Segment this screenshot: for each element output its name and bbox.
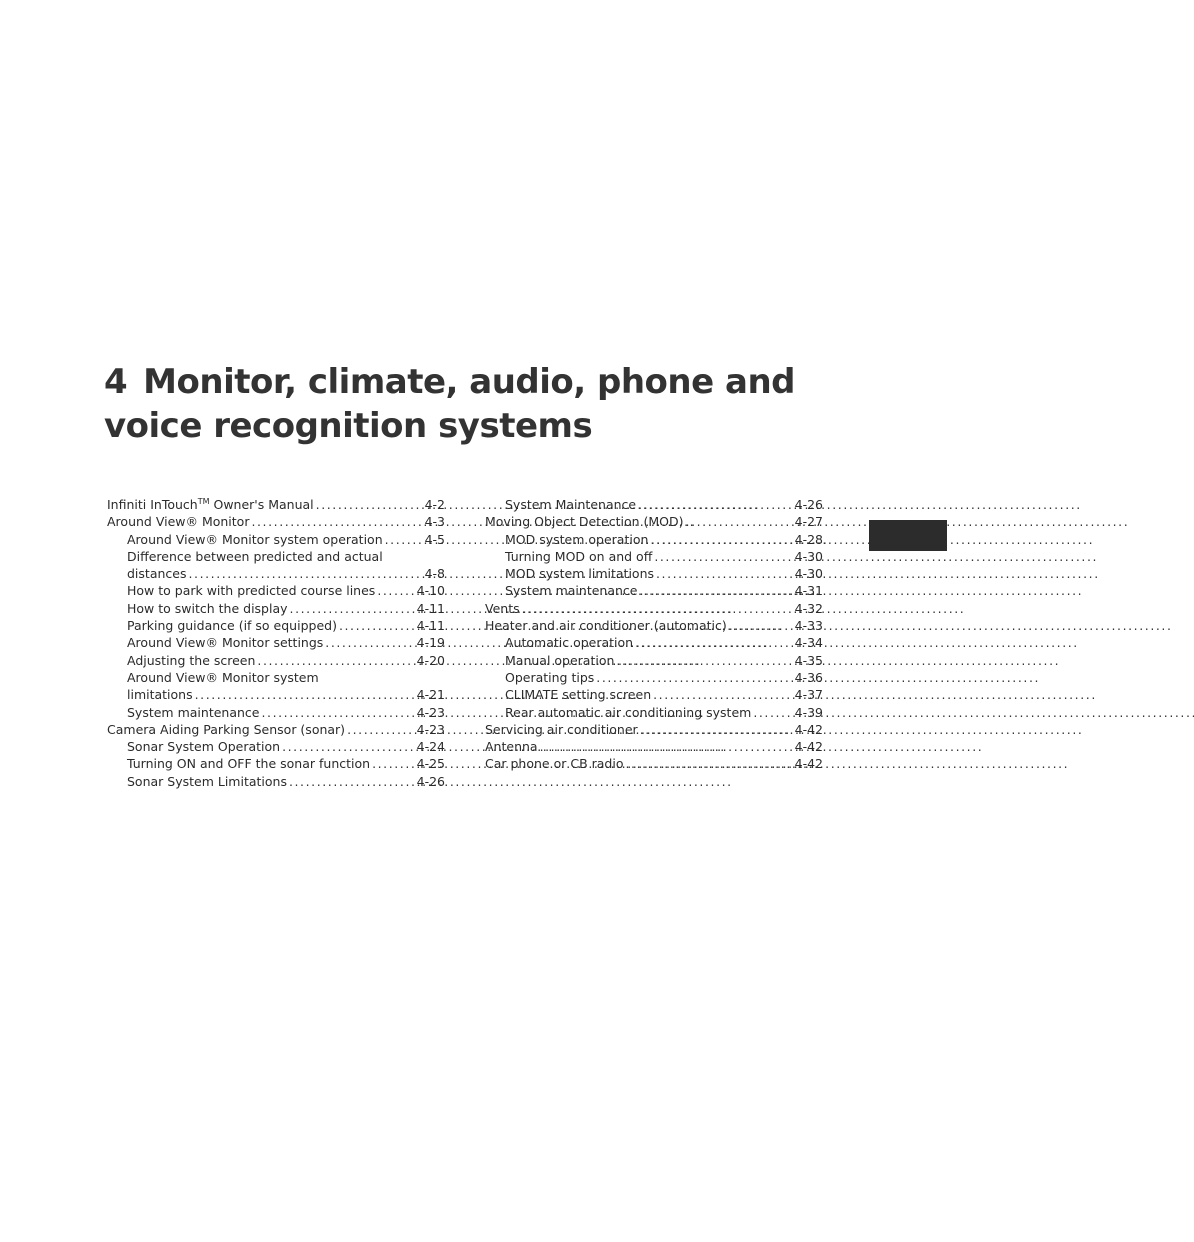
toc-entry[interactable] <box>107 600 445 617</box>
toc-entry-page: 4-26 <box>416 773 445 789</box>
toc-entry[interactable] <box>107 755 445 772</box>
toc-entry[interactable] <box>485 513 823 530</box>
toc-entry-label: Heater and air conditioner (automatic) <box>485 618 727 634</box>
toc-entry-label: Around View® Monitor settings <box>127 635 324 651</box>
toc-entry-label: Parking guidance (if so equipped) <box>127 618 337 634</box>
toc-entry-label: Sonar System Limitations <box>127 773 287 789</box>
toc-entry-page: 4-25 <box>416 756 445 772</box>
toc-leader-dots <box>339 617 415 634</box>
toc-entry-page: 4-30 <box>794 566 823 582</box>
toc-entry-page: 4-37 <box>794 687 823 703</box>
toc-entry[interactable] <box>485 582 823 599</box>
toc-entry[interactable] <box>107 721 445 738</box>
toc-entry[interactable] <box>107 582 445 599</box>
toc-entry-label: Antenna <box>485 739 538 755</box>
toc-entry-label: Infiniti InTouch™ Owner's Manual <box>107 496 314 512</box>
toc-entry-page: 4-32 <box>794 600 823 616</box>
toc-leader-dots <box>616 652 792 669</box>
toc-entry-label: Operating tips <box>505 669 595 685</box>
toc-entry[interactable] <box>485 496 823 513</box>
toc-entry[interactable] <box>485 686 823 703</box>
toc-entry-page: 4-42 <box>794 756 823 772</box>
toc-entry[interactable] <box>485 755 823 772</box>
toc-entry-page: 4-11 <box>416 600 445 616</box>
toc-entry-label: MOD system operation <box>505 531 649 547</box>
toc-entry[interactable] <box>485 531 823 548</box>
toc-leader-dots <box>325 634 414 651</box>
toc-leader-dots <box>639 582 792 599</box>
toc-leader-dots <box>195 686 415 703</box>
toc-entry-label: CLIMATE setting screen <box>505 687 652 703</box>
toc-entry-page: 4-5 <box>424 531 445 547</box>
toc-leader-dots <box>729 617 793 634</box>
toc-leader-dots <box>316 496 423 513</box>
toc-entry-label: How to park with predicted course lines <box>127 583 376 599</box>
toc-entry-page: 4-21 <box>416 687 445 703</box>
toc-entry-label: Turning MOD on and off <box>505 548 653 564</box>
toc-entry[interactable] <box>107 773 445 790</box>
toc-entry-label: Around View® Monitor system operation <box>127 531 383 547</box>
toc-entry-label: Moving Object Detection (MOD) <box>485 514 684 530</box>
toc-entry-page: 4-42 <box>794 739 823 755</box>
toc-entry-page: 4-26 <box>794 497 823 512</box>
toc-entry[interactable] <box>485 565 823 582</box>
toc-leader-dots <box>251 513 422 530</box>
toc-leader-dots <box>654 548 792 565</box>
toc-entry-label: System maintenance <box>505 583 638 599</box>
toc-entry-page: 4-3 <box>424 514 445 530</box>
toc-entry[interactable] <box>107 565 445 582</box>
toc-entry[interactable] <box>107 652 445 669</box>
toc-entry[interactable] <box>485 617 823 634</box>
toc-column-left <box>107 496 445 790</box>
toc-leader-dots <box>638 496 793 513</box>
toc-entry-page: 4-28 <box>794 531 823 547</box>
toc-leader-dots <box>640 721 793 738</box>
toc-entry-label: How to switch the display <box>127 600 288 616</box>
toc-entry-page: 4-11 <box>416 618 445 634</box>
toc-entry-page: 4-8 <box>424 566 445 582</box>
toc-entry[interactable] <box>485 652 823 669</box>
toc-entry-page: 4-31 <box>794 583 823 599</box>
toc-entry[interactable] <box>485 704 823 721</box>
toc-entry-page: 4-34 <box>794 635 823 651</box>
toc-entry-page: 4-24 <box>416 739 445 755</box>
toc-entry[interactable] <box>107 704 445 721</box>
toc-entry[interactable] <box>485 738 823 755</box>
toc-column-right <box>485 496 823 773</box>
toc-entry-page: 4-23 <box>416 721 445 737</box>
toc-entry-page: 4-33 <box>794 618 823 634</box>
toc-entry[interactable] <box>107 513 445 530</box>
toc-entry-page: 4-20 <box>416 652 445 668</box>
toc-leader-dots <box>653 686 793 703</box>
toc-entry-page: 4-30 <box>794 548 823 564</box>
toc-entry-page: 4-35 <box>794 652 823 668</box>
toc-leader-dots <box>261 704 414 721</box>
toc-entry-label: limitations <box>127 687 193 703</box>
toc-entry-label: distances <box>127 566 187 582</box>
toc-entry-label: System Maintenance <box>505 497 637 512</box>
toc-leader-dots <box>282 738 415 755</box>
toc-entry-label: Rear automatic air conditioning system <box>505 704 752 720</box>
chapter-thumb-tab <box>869 520 947 551</box>
toc-entry[interactable] <box>485 600 823 617</box>
toc-leader-dots <box>540 738 793 755</box>
toc-entry-label: Around View® Monitor <box>107 514 250 530</box>
toc-entry-label: Servicing air conditioner <box>485 721 638 737</box>
toc-entry-page: 4-10 <box>416 583 445 599</box>
toc-leader-dots <box>596 669 792 686</box>
toc-leader-dots <box>257 652 414 669</box>
toc-leader-dots <box>289 773 415 790</box>
toc-leader-dots <box>625 755 792 772</box>
toc-entry-label: Adjusting the screen <box>127 652 256 668</box>
toc-leader-dots <box>347 721 415 738</box>
toc-entry-page: 4-19 <box>416 635 445 651</box>
toc-leader-dots <box>377 582 414 599</box>
toc-entry-page: 4-42 <box>794 721 823 737</box>
toc-entry[interactable] <box>107 686 445 703</box>
toc-entry[interactable] <box>107 531 445 548</box>
toc-entry[interactable] <box>485 669 823 686</box>
toc-leader-dots <box>290 600 415 617</box>
toc-entry[interactable] <box>107 634 445 651</box>
toc-entry-page: 4-27 <box>794 514 823 530</box>
toc-entry-label: MOD system limitations <box>505 566 654 582</box>
toc-entry-label: Automatic operation <box>505 635 634 651</box>
toc-entry-label: Manual operation <box>505 652 615 668</box>
toc-entry[interactable] <box>107 617 445 634</box>
toc-leader-dots <box>635 634 793 651</box>
toc-entry[interactable] <box>485 721 823 738</box>
toc-entry-page: 4-36 <box>794 669 823 685</box>
toc-entry-page: 4-39 <box>794 704 823 720</box>
toc-leader-dots <box>656 565 793 582</box>
toc-entry[interactable] <box>107 738 445 755</box>
toc-entry-label-line: Difference between predicted and actual <box>127 548 383 564</box>
toc-entry[interactable] <box>485 634 823 651</box>
toc-entry-label: Turning ON and OFF the sonar function <box>127 756 371 772</box>
toc-leader-dots <box>686 513 793 530</box>
toc-leader-dots <box>650 531 792 548</box>
toc-entry[interactable] <box>485 548 823 565</box>
toc-leader-dots <box>372 755 415 772</box>
toc-entry-label: Camera Aiding Parking Sensor (sonar) <box>107 721 346 737</box>
chapter-number: 4 <box>104 362 128 402</box>
trademark-superscript: TM <box>197 496 210 506</box>
chapter-title-text: Monitor, climate, audio, phone and voice recognition systems <box>104 362 795 446</box>
toc-leader-dots <box>522 600 793 617</box>
toc-entry-label: Sonar System Operation <box>127 739 281 755</box>
toc-entry-page: 4-23 <box>416 704 445 720</box>
toc-entry-page: 4-2 <box>424 497 445 512</box>
toc-entry-label-line: Around View® Monitor system <box>127 669 319 685</box>
toc-entry-label: Vents <box>485 600 520 616</box>
toc-leader-dots <box>188 565 422 582</box>
toc-entry-label: System maintenance <box>127 704 260 720</box>
toc-leader-dots <box>385 531 423 548</box>
toc-entry-label: Car phone or CB radio <box>485 756 624 772</box>
toc-entry[interactable] <box>107 496 445 513</box>
chapter-title <box>104 360 864 448</box>
toc-leader-dots <box>753 704 792 721</box>
